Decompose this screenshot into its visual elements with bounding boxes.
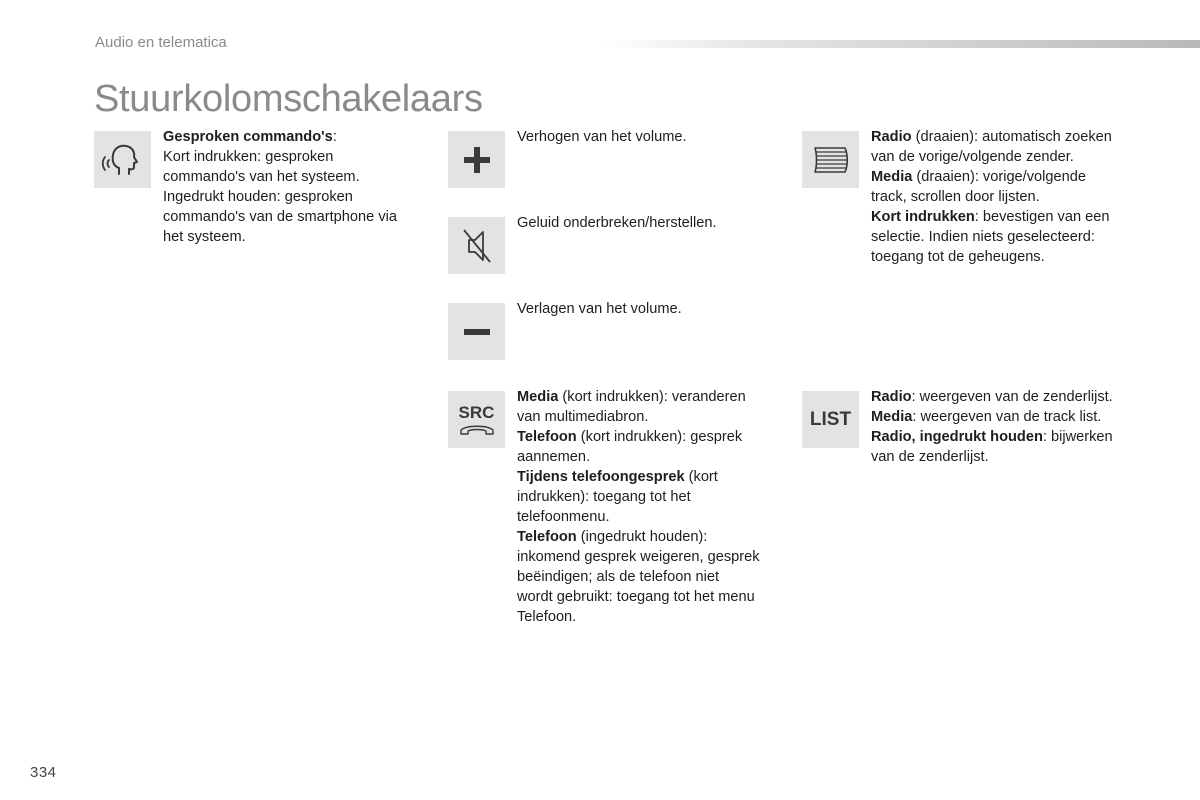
src-label: SRC	[458, 402, 495, 422]
list-description: Radio: weergeven van de zenderlijst. Media: weergeven van de track list. Radio, ingedrukt houden: bijwerken van de zenderlijst.	[871, 389, 1113, 465]
voice-command-icon	[94, 131, 151, 188]
mute-description: Geluid onderbreken/herstellen.	[517, 215, 717, 231]
src-description: Media (kort indrukken): veranderen van multimediabron. Telefoon (kort indrukken): gesprek aannemen. Tijdens telefoongesprek (kort indrukken): toegang tot het telefoonmenu. Telefoon (ingedrukt houden): inkomend gesprek weigeren, gesprek beëindigen; als de telefoon niet wordt gebruikt: toegang tot het menu Telefoon.	[517, 389, 760, 625]
list-label: LIST	[809, 408, 852, 430]
section-label: Audio en telematica	[95, 34, 227, 51]
mute-icon	[448, 217, 505, 274]
list-icon	[802, 391, 859, 448]
minus-icon	[448, 303, 505, 360]
thumbwheel-icon	[802, 131, 859, 188]
src-phone-icon	[448, 391, 505, 448]
plus-icon	[448, 131, 505, 188]
thumbwheel-description: Radio (draaien): automatisch zoeken van de vorige/volgende zender. Media (draaien): vorige/volgende track, scrollen door lijsten. Kort indrukken: bevestigen van een selectie. Indien niets geselecteerd: toegang tot de geheugens.	[871, 129, 1112, 265]
page-title: Stuurkolomschakelaars	[94, 78, 483, 120]
voice-command-description: Gesproken commando's: Kort indrukken: gesproken commando's van het systeem. Ingedrukt houden: gesproken commando's van de smartphone via het systeem.	[163, 129, 397, 245]
header-gradient-bar	[600, 40, 1200, 48]
volume-down-description: Verlagen van het volume.	[517, 301, 682, 317]
phone-handset-icon	[457, 423, 497, 437]
page-number: 334	[30, 764, 57, 781]
volume-up-description: Verhogen van het volume.	[517, 129, 687, 145]
